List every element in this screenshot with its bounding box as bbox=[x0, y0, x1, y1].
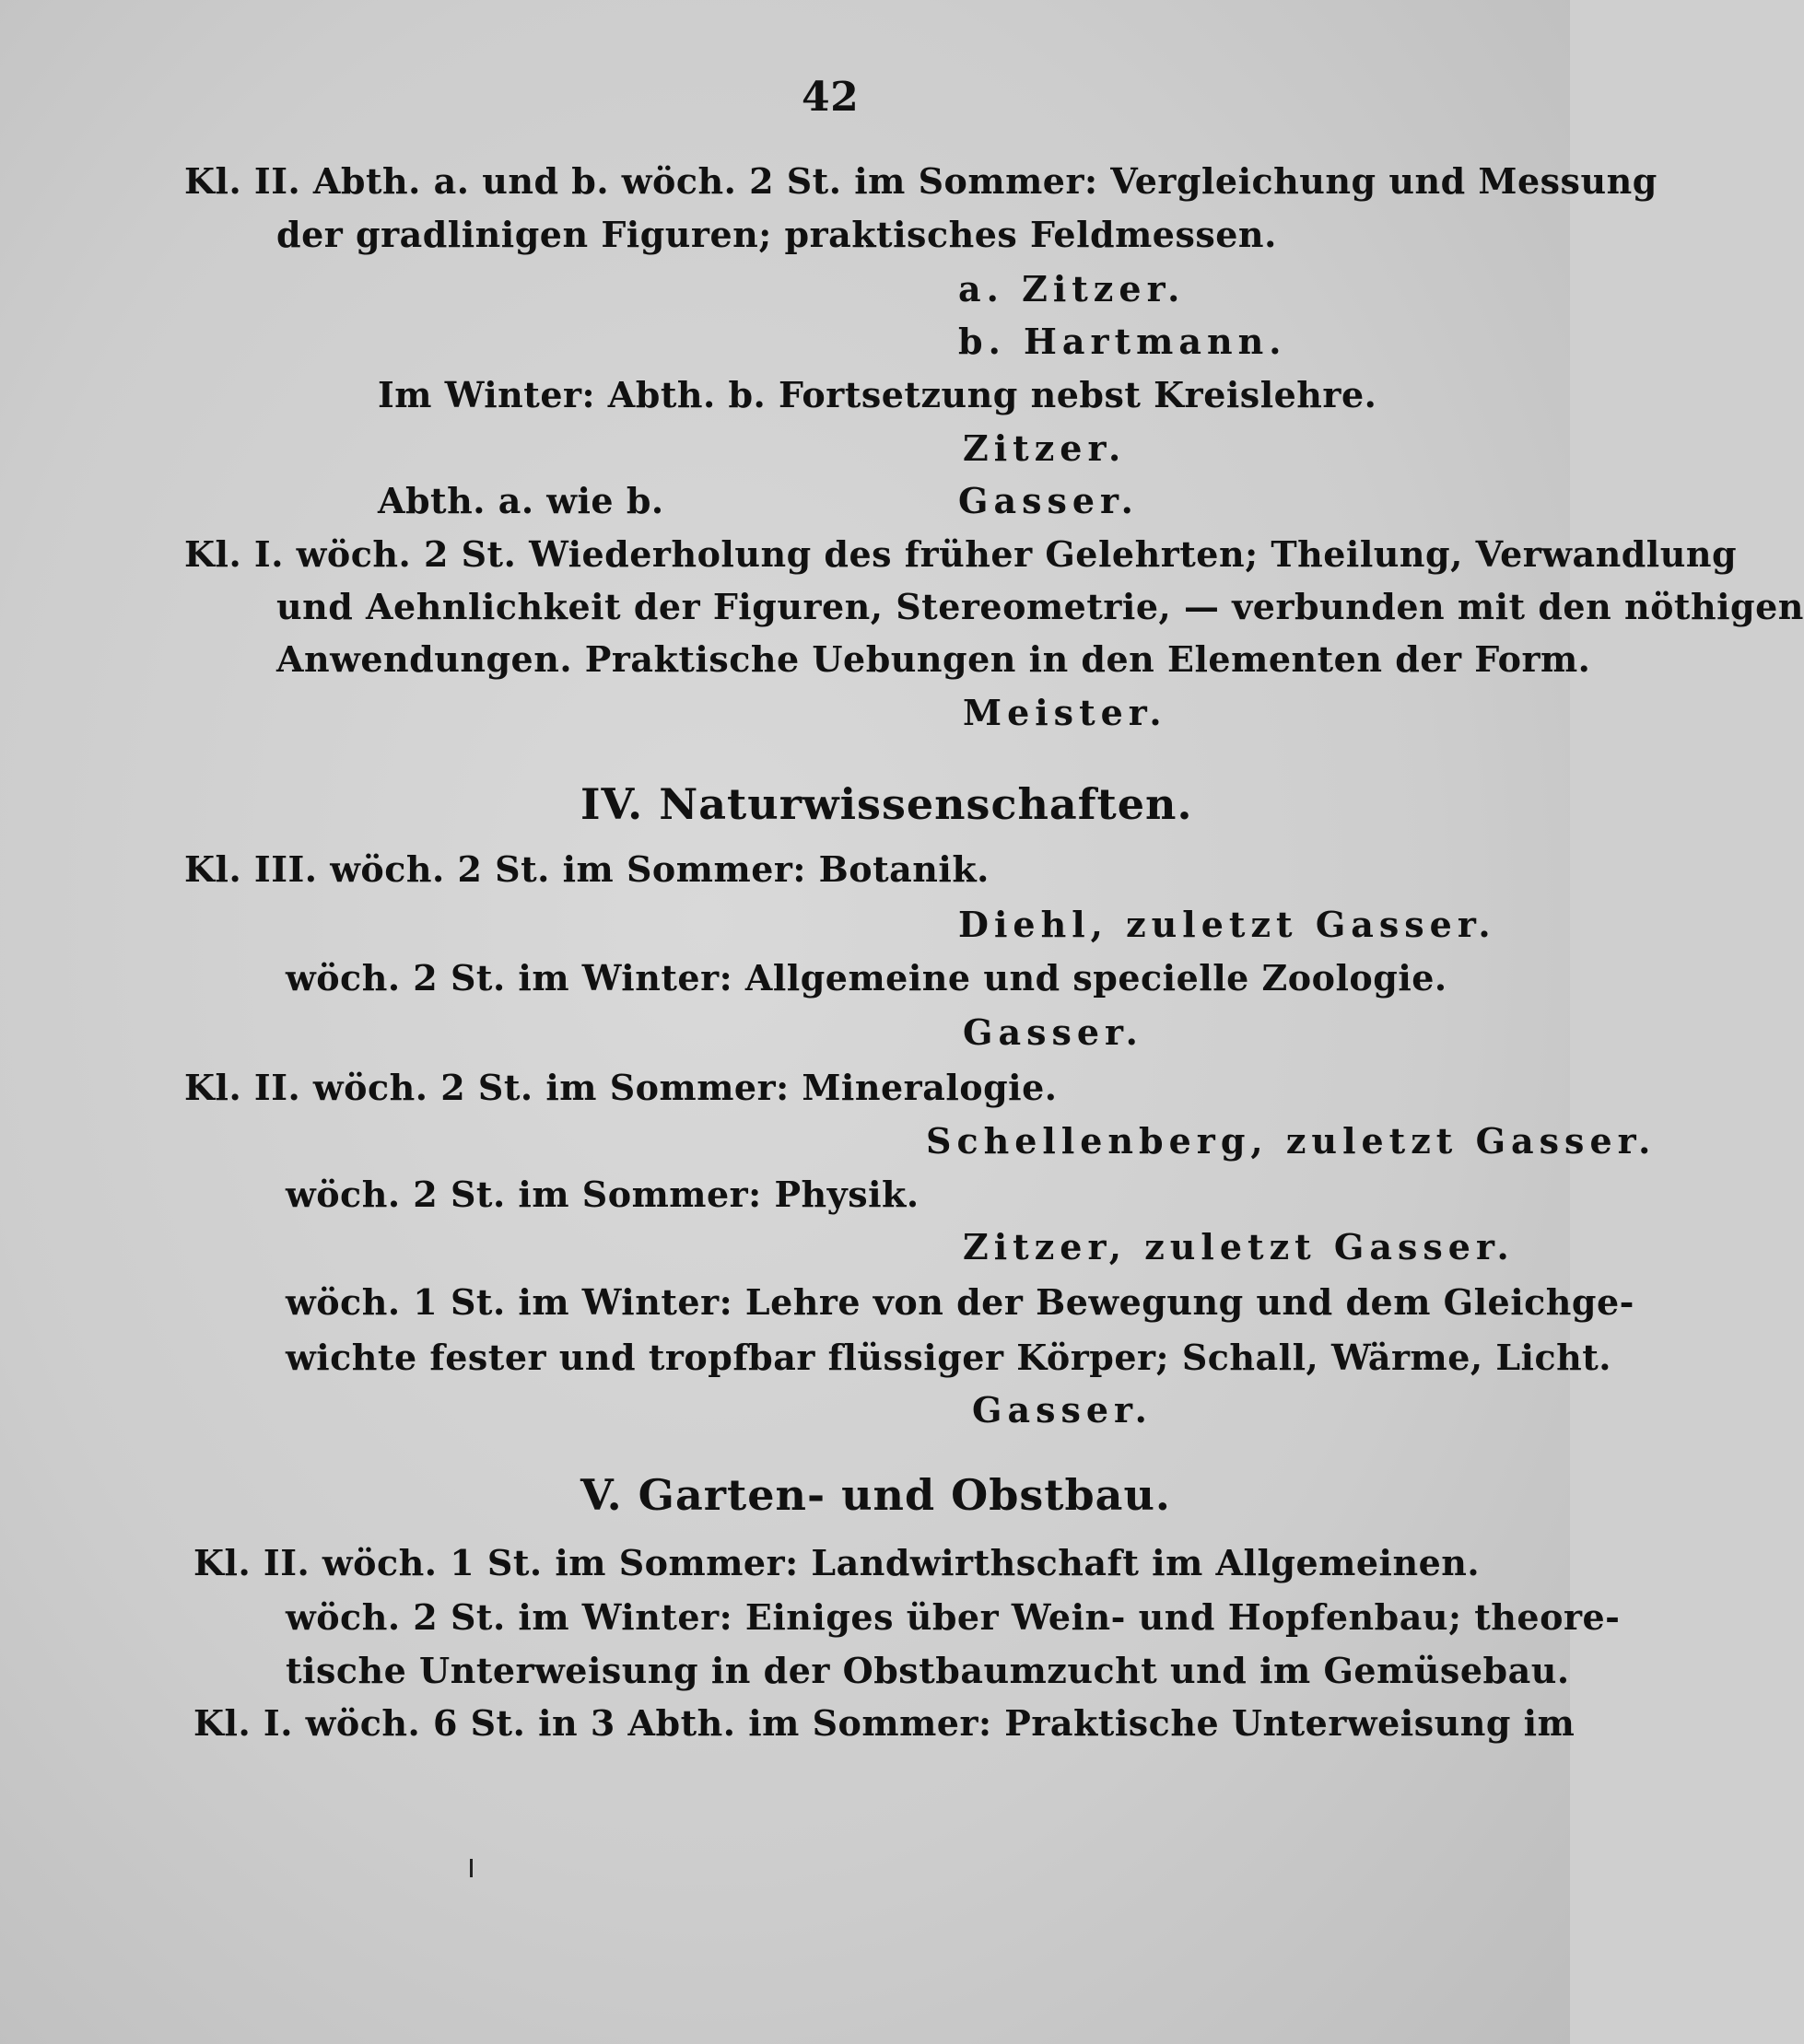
author-line: b. Hartmann. bbox=[958, 321, 1287, 362]
section-heading: IV. Naturwissenschaften. bbox=[580, 779, 1193, 829]
author-line: Gasser. bbox=[958, 480, 1139, 521]
section-heading: V. Garten- und Obstbau. bbox=[580, 1470, 1171, 1520]
text-line: der gradlinigen Figuren; praktisches Feldmessen. bbox=[276, 214, 1277, 255]
text-line: Im Winter: Abth. b. Fortsetzung nebst Kreislehre. bbox=[378, 374, 1377, 415]
author-line: Zitzer. bbox=[963, 427, 1127, 469]
author-line: Diehl, zuletzt Gasser. bbox=[958, 904, 1496, 945]
author-line: Zitzer, zuletzt Gasser. bbox=[963, 1226, 1515, 1267]
text-line: Kl. I. wöch. 2 St. Wiederholung des früher Gelehrten; Theilung, Verwandlung bbox=[184, 533, 1738, 575]
author-line: Schellenberg, zuletzt Gasser. bbox=[926, 1120, 1657, 1162]
text-line: Kl. III. wöch. 2 St. im Sommer: Botanik. bbox=[184, 848, 990, 890]
author-line: a. Zitzer. bbox=[958, 268, 1186, 310]
text-line: Kl. II. wöch. 2 St. im Sommer: Mineralogie. bbox=[184, 1067, 1058, 1108]
text-line: wöch. 1 St. im Winter: Lehre von der Bewegung und dem Gleichge- bbox=[286, 1281, 1634, 1323]
author-line: Gasser. bbox=[972, 1389, 1153, 1431]
author-line: Gasser. bbox=[963, 1011, 1143, 1053]
text-line: wichte fester und tropfbar flüssiger Körper; Schall, Wärme, Licht. bbox=[286, 1337, 1612, 1378]
text-line: und Aehnlichkeit der Figuren, Stereometrie, — verbunden mit den nöthigen bbox=[276, 586, 1804, 627]
ink-mark bbox=[470, 1859, 473, 1877]
author-line: Meister. bbox=[963, 692, 1167, 733]
text-line: wöch. 2 St. im Winter: Einiges über Wein- und Hopfenbau; theore- bbox=[286, 1596, 1621, 1638]
text-line: Kl. I. wöch. 6 St. in 3 Abth. im Sommer: Praktische Unterweisung im bbox=[193, 1702, 1576, 1744]
text-line: Abth. a. wie b. bbox=[378, 480, 664, 521]
text-line: wöch. 2 St. im Sommer: Physik. bbox=[286, 1174, 920, 1215]
text-line: Kl. II. wöch. 1 St. im Sommer: Landwirthschaft im Allgemeinen. bbox=[193, 1542, 1481, 1583]
text-line: Anwendungen. Praktische Uebungen in den Elementen der Form. bbox=[276, 638, 1591, 680]
text-line: tische Unterweisung in der Obstbaumzucht und im Gemüsebau. bbox=[286, 1650, 1570, 1691]
text-line: Kl. II. Abth. a. und b. wöch. 2 St. im Sommer: Vergleichung und Messung bbox=[184, 160, 1658, 202]
text-line: wöch. 2 St. im Winter: Allgemeine und specielle Zoologie. bbox=[286, 957, 1447, 999]
page-number: 42 bbox=[802, 74, 860, 121]
